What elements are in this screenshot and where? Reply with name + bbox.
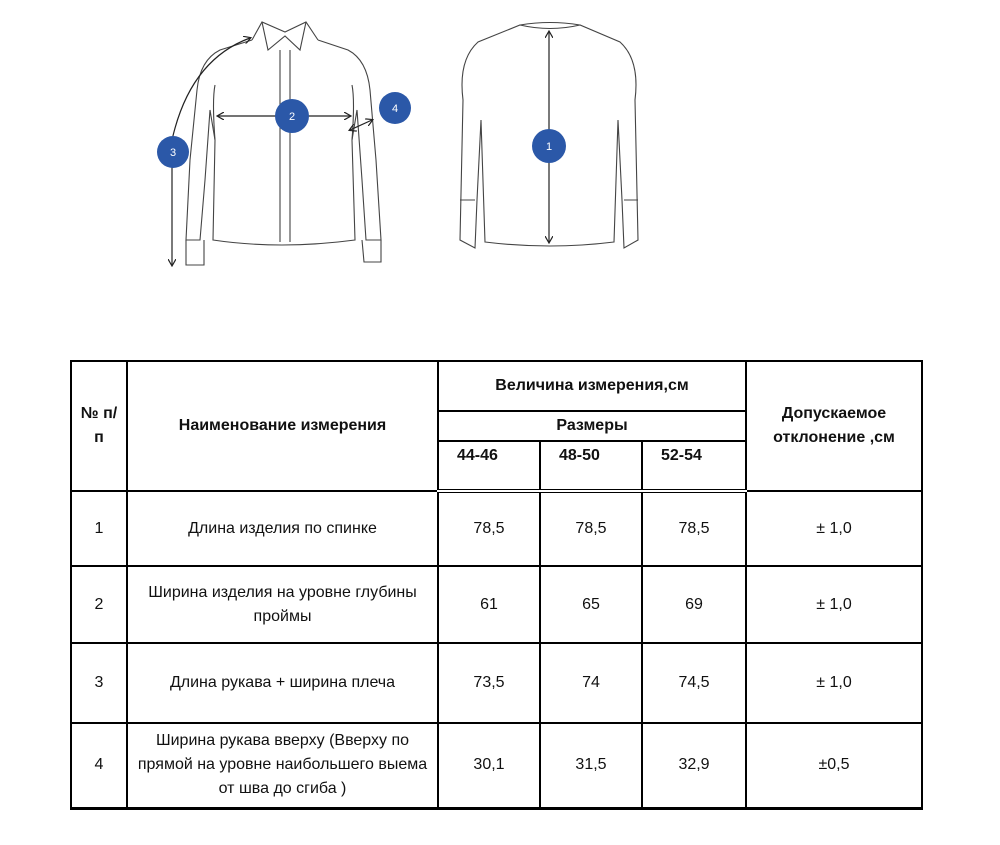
shirt-measurement-diagram [0, 0, 1000, 300]
marker-2 [275, 99, 309, 133]
row-tolerance: ± 1,0 [746, 566, 922, 643]
table-row [71, 566, 922, 643]
header-size-2: 48-50 [540, 441, 642, 491]
row-tolerance: ± 1,0 [746, 491, 922, 566]
row-name: Ширина рукава вверху (Вверху по прямой на уровне наибольшего выема от шва до сгиба ) [127, 723, 438, 808]
marker-1-label: 1 [545, 141, 553, 153]
marker-3 [157, 136, 189, 168]
measurement-arrows-front [169, 38, 372, 265]
row-value: 73,5 [438, 643, 540, 723]
row-value: 31,5 [540, 723, 642, 808]
row-value: 69 [642, 566, 746, 643]
table-row [71, 491, 922, 566]
header-tolerance: Допускаемое отклонение ,см [746, 361, 922, 491]
marker-4 [379, 92, 411, 124]
measurement-table [70, 360, 923, 810]
header-sizes-label: Размеры [438, 411, 746, 441]
row-num: 2 [71, 566, 127, 643]
marker-4-label: 4 [391, 103, 399, 115]
header-num: № п/п [71, 361, 127, 491]
row-value: 74 [540, 643, 642, 723]
row-num: 3 [71, 643, 127, 723]
row-value: 78,5 [642, 491, 746, 566]
header-value-group: Величина измерения,см [438, 361, 746, 411]
header-name: Наименование измерения [127, 361, 438, 491]
row-name: Длина рукава + ширина плеча [127, 643, 438, 723]
marker-3-label: 3 [169, 147, 177, 159]
row-value: 65 [540, 566, 642, 643]
row-value: 32,9 [642, 723, 746, 808]
table-row [71, 643, 922, 723]
table-row [71, 723, 922, 808]
row-value: 61 [438, 566, 540, 643]
row-num: 1 [71, 491, 127, 566]
row-value: 78,5 [540, 491, 642, 566]
row-value: 30,1 [438, 723, 540, 808]
marker-1 [532, 129, 566, 163]
row-num: 4 [71, 723, 127, 808]
row-tolerance: ±0,5 [746, 723, 922, 808]
header-size-3: 52-54 [642, 441, 746, 491]
row-name: Ширина изделия на уровне глубины проймы [127, 566, 438, 643]
marker-2-label: 2 [288, 111, 296, 123]
row-name: Длина изделия по спинке [127, 491, 438, 566]
row-value: 74,5 [642, 643, 746, 723]
header-size-1: 44-46 [438, 441, 540, 491]
row-tolerance: ± 1,0 [746, 643, 922, 723]
row-value: 78,5 [438, 491, 540, 566]
